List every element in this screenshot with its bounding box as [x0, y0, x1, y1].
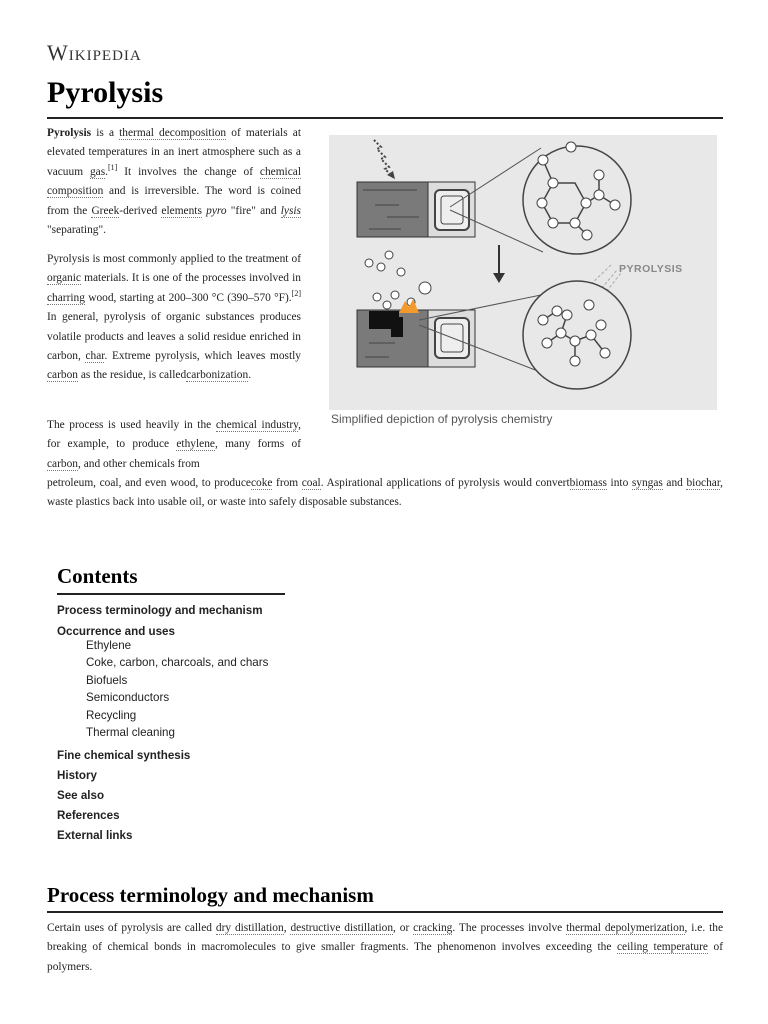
text: . The processes involve — [452, 922, 567, 934]
section-heading: Process terminology and mechanism — [47, 883, 374, 907]
page-title: Pyrolysis — [47, 76, 164, 109]
text: , many forms of — [214, 438, 301, 451]
text: wood, starting at 200–300 °C (390–570 °F). — [84, 291, 292, 304]
zoom-line — [419, 295, 541, 320]
arrowhead-icon — [387, 171, 395, 179]
gas-molecules — [365, 251, 431, 309]
text: , waste plastics back into usable oil, or waste into safely disposable substances. — [47, 477, 724, 509]
bold-term: Pyrolysis — [47, 127, 92, 139]
link-coke[interactable]: coke — [250, 477, 273, 489]
link-thermal-decomposition[interactable]: thermal decomposition — [119, 127, 227, 139]
link-destructive-distillation[interactable]: destructive distillation — [290, 922, 394, 934]
toc-item-external-links[interactable]: External links — [57, 829, 133, 843]
link-dry-distillation[interactable]: dry distillation — [215, 922, 284, 934]
text: , i.e. the breaking of chemical bonds in macromolecules to give smaller fragments. The phenomenon involves exceeding the — [47, 922, 723, 954]
text: In general, pyrolysis of organic substances produces volatile products and leaves a solid residue enriched in carbon, — [47, 311, 301, 363]
wikipedia-logo[interactable]: Wikipedia — [47, 40, 142, 65]
toc-subitem-semiconductors[interactable]: Semiconductors — [86, 691, 170, 705]
toc-subitem-ethylene[interactable]: Ethylene — [86, 639, 132, 652]
text: , for example, to produce — [47, 419, 301, 451]
toc-subitem-coke[interactable]: Coke, carbon, charcoals, and chars — [86, 656, 269, 670]
toc-item-history[interactable]: History — [57, 769, 97, 783]
toc-item-process-terminology[interactable]: Process terminology and mechanism — [57, 604, 263, 617]
text: and is irreversible. The word is coined from the — [47, 185, 301, 217]
intro-paragraph-1: Pyrolysis is a thermal decomposition of materials at elevated temperatures in an inert atmosphere such as a vacuum gas.[1] It involves the change of chemical composition and is irreversible. The word is coined from the Greek-derived elements pyro "fire" and lysis "separating". — [47, 127, 301, 237]
italic-term: lysis — [280, 204, 301, 217]
text: Certain uses of pyrolysis are called — [47, 922, 216, 934]
section-divider — [47, 911, 723, 913]
link-greek[interactable]: Greek — [91, 204, 120, 217]
text: from — [272, 477, 302, 489]
link-carbonization[interactable]: carbonization — [186, 369, 249, 382]
text: . — [248, 369, 252, 382]
link-ethylene[interactable]: ethylene — [176, 438, 215, 451]
text: "fire" and — [226, 204, 281, 217]
link-gas[interactable]: gas — [89, 165, 106, 178]
link-syngas[interactable]: syngas — [631, 477, 663, 489]
link-thermal-depolymerization[interactable]: thermal depolymerization — [566, 922, 685, 934]
toc-item-fine-chemical-synthesis[interactable]: Fine chemical synthesis — [57, 749, 191, 763]
link-carbon[interactable]: carbon — [47, 457, 78, 470]
text: . Extreme pyrolysis, which leaves mostly — [104, 350, 301, 363]
toc-subitem-thermal-cleaning[interactable]: Thermal cleaning — [86, 726, 175, 740]
text: Pyrolysis is most commonly applied to the treatment of — [47, 253, 301, 265]
text: , — [283, 922, 291, 934]
link-biomass[interactable]: biomass — [569, 477, 607, 489]
title-divider — [47, 117, 723, 119]
reference-1[interactable]: [1] — [108, 163, 118, 173]
text: is a — [91, 127, 120, 139]
pyrolysis-diagram[interactable] — [329, 135, 717, 410]
link-ceiling-temperature[interactable]: ceiling temperature — [617, 941, 708, 954]
text: , and other chemicals from — [78, 457, 200, 470]
link-cracking[interactable]: cracking — [413, 922, 453, 934]
section-paragraph — [47, 919, 723, 977]
text: It involves the change of — [117, 165, 260, 178]
link-charring[interactable]: charring — [47, 291, 85, 304]
link-chemical-composition[interactable]: chemical composition — [47, 165, 301, 198]
intro-paragraph-3-continued — [47, 474, 723, 513]
char-region — [391, 317, 403, 337]
molecule-zoom-circle-bottom — [523, 281, 631, 389]
pyrolysis-illustration — [329, 135, 717, 410]
italic-term: pyro — [206, 204, 227, 217]
text: materials. It is one of the processes involved in — [80, 272, 301, 285]
link-char[interactable]: char — [85, 350, 105, 363]
toc-subitem-recycling[interactable]: Recycling — [86, 708, 137, 722]
intro-paragraph-3 — [47, 416, 301, 474]
toc-item-occurrence-and-uses[interactable]: Occurrence and uses — [57, 625, 175, 638]
table-of-contents — [57, 564, 285, 842]
reference-2[interactable]: [2] — [291, 289, 301, 299]
link-biochar[interactable]: biochar — [686, 477, 721, 489]
intro-paragraph-2 — [47, 250, 301, 386]
text: . Aspirational applications of pyrolysis would convert — [320, 477, 570, 489]
link-elements[interactable]: elements — [161, 204, 202, 217]
link-lysis[interactable] — [281, 205, 301, 218]
text: into — [606, 477, 632, 489]
text: of polymers. — [47, 941, 724, 973]
text: and — [662, 477, 687, 489]
toc-subitem-biofuels[interactable]: Biofuels — [86, 673, 128, 687]
pyrolysis-label: PYROLYSIS — [619, 263, 683, 275]
link-chemical-industry[interactable]: chemical industry — [215, 419, 299, 431]
link-coal[interactable]: coal — [301, 477, 321, 489]
text: of materials at elevated temperatures in an inert atmosphere such as a vacuum — [47, 127, 301, 178]
arrowhead-icon — [493, 273, 505, 283]
text: as the residue, is called — [78, 369, 187, 382]
text: The process is used heavily in the — [47, 419, 216, 431]
text: "separating". — [47, 224, 106, 237]
toc-item-references[interactable]: References — [57, 809, 120, 823]
link-carbon[interactable]: carbon — [47, 369, 78, 382]
text: -derived — [119, 204, 162, 217]
toc-heading: Contents — [57, 564, 285, 595]
text: , or — [393, 922, 414, 934]
link-organic[interactable]: organic — [47, 272, 81, 285]
toc-item-see-also[interactable]: See also — [57, 789, 105, 803]
figure-caption: Simplified depiction of pyrolysis chemistry — [331, 412, 553, 426]
text: petroleum, coal, and even wood, to produce — [47, 477, 251, 489]
